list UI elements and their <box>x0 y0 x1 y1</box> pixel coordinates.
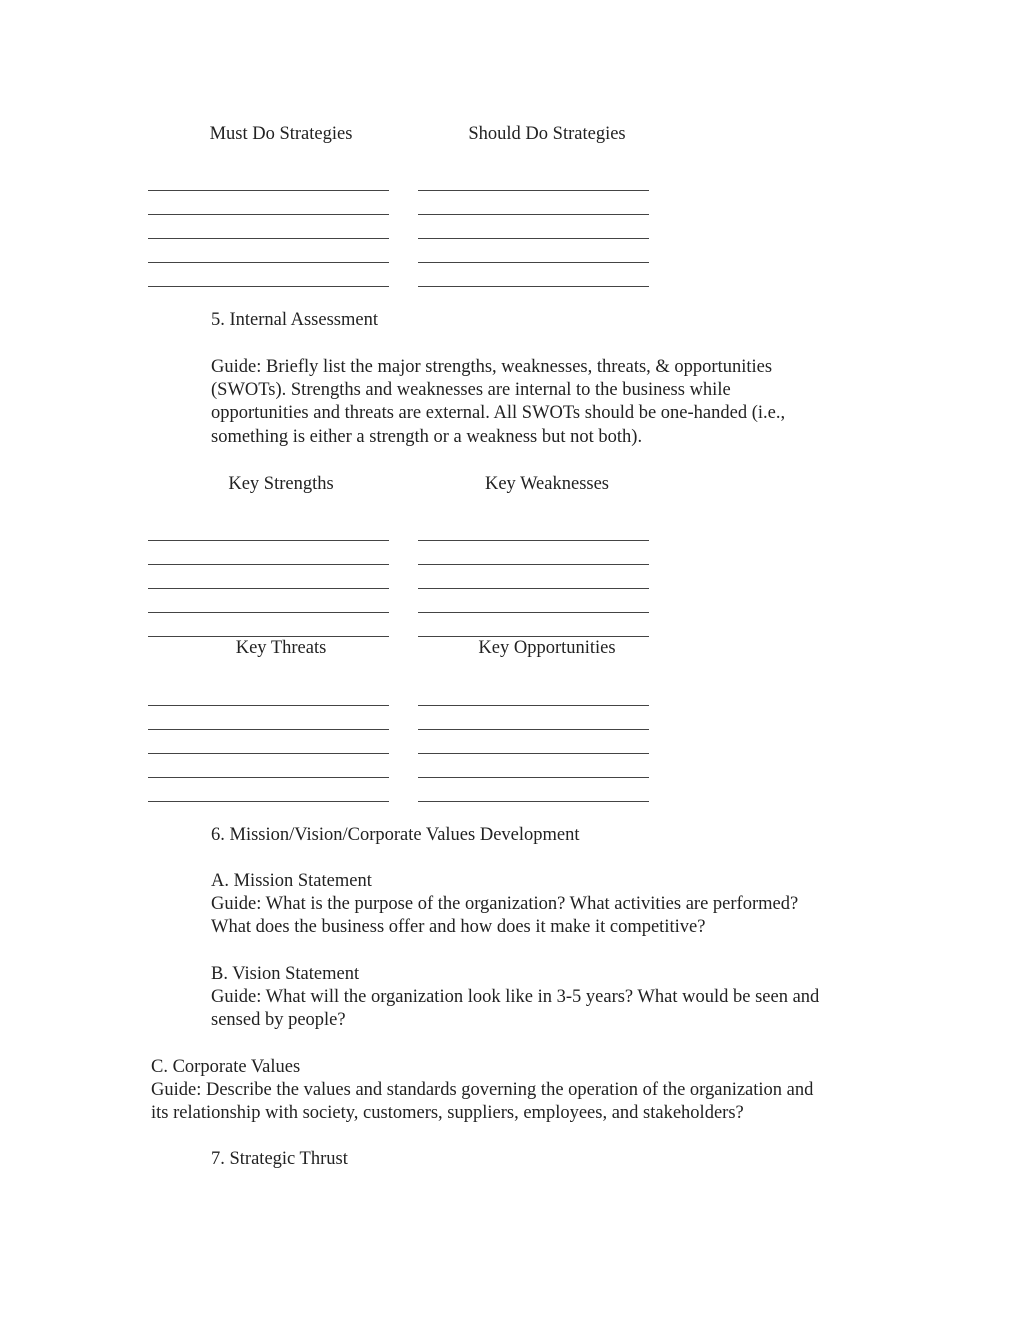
guide-line: (SWOTs). Strengths and weaknesses are internal to the business while <box>211 380 731 401</box>
must-do-blank-lines[interactable] <box>148 190 389 310</box>
key-opportunities-blank-lines[interactable] <box>418 705 649 825</box>
guide-line: Guide: What is the purpose of the organization? What activities are performed? <box>211 894 799 915</box>
guide-line: Guide: What will the organization look like in 3-5 years? What would be seen and <box>211 987 820 1008</box>
guide-line: Guide: Briefly list the major strengths, weaknesses, threats, & opportunities <box>211 357 773 377</box>
guide-line: something is either a strength or a weakness but not both). <box>211 426 643 447</box>
key-opportunities-heading: Key Opportunities <box>478 638 616 658</box>
vision-statement-title: B. Vision Statement <box>211 964 360 984</box>
mission-vision-heading: 6. Mission/Vision/Corporate Values Development <box>211 825 580 845</box>
must-do-strategies-heading: Must Do Strategies <box>209 124 353 144</box>
should-do-strategies-heading: Should Do Strategies <box>468 124 626 144</box>
corporate-values-section <box>151 1056 813 1126</box>
corporate-values-title: C. Corporate Values <box>151 1057 301 1077</box>
guide-line: Guide: Describe the values and standards governing the operation of the organization and <box>151 1080 814 1101</box>
key-threats-heading: Key Threats <box>235 638 327 658</box>
mission-statement-title: A. Mission Statement <box>211 871 372 891</box>
key-threats-blank-lines[interactable] <box>148 705 389 825</box>
internal-assessment-guide <box>211 356 785 449</box>
vision-statement-section <box>211 963 819 1033</box>
key-strengths-heading: Key Strengths <box>228 474 334 494</box>
internal-assessment-heading: 5. Internal Assessment <box>211 310 378 330</box>
guide-line: opportunities and threats are external. All SWOTs should be one-handed (i.e., <box>211 403 786 424</box>
mission-statement-section <box>211 870 798 940</box>
key-weaknesses-heading: Key Weaknesses <box>484 474 610 494</box>
guide-line: its relationship with society, customers, suppliers, employees, and stakeholders? <box>151 1103 744 1124</box>
should-do-blank-lines[interactable] <box>418 190 649 310</box>
guide-line: What does the business offer and how does it make it competitive? <box>211 917 706 938</box>
guide-line: sensed by people? <box>211 1010 346 1031</box>
strategic-thrust-heading: 7. Strategic Thrust <box>211 1149 348 1169</box>
